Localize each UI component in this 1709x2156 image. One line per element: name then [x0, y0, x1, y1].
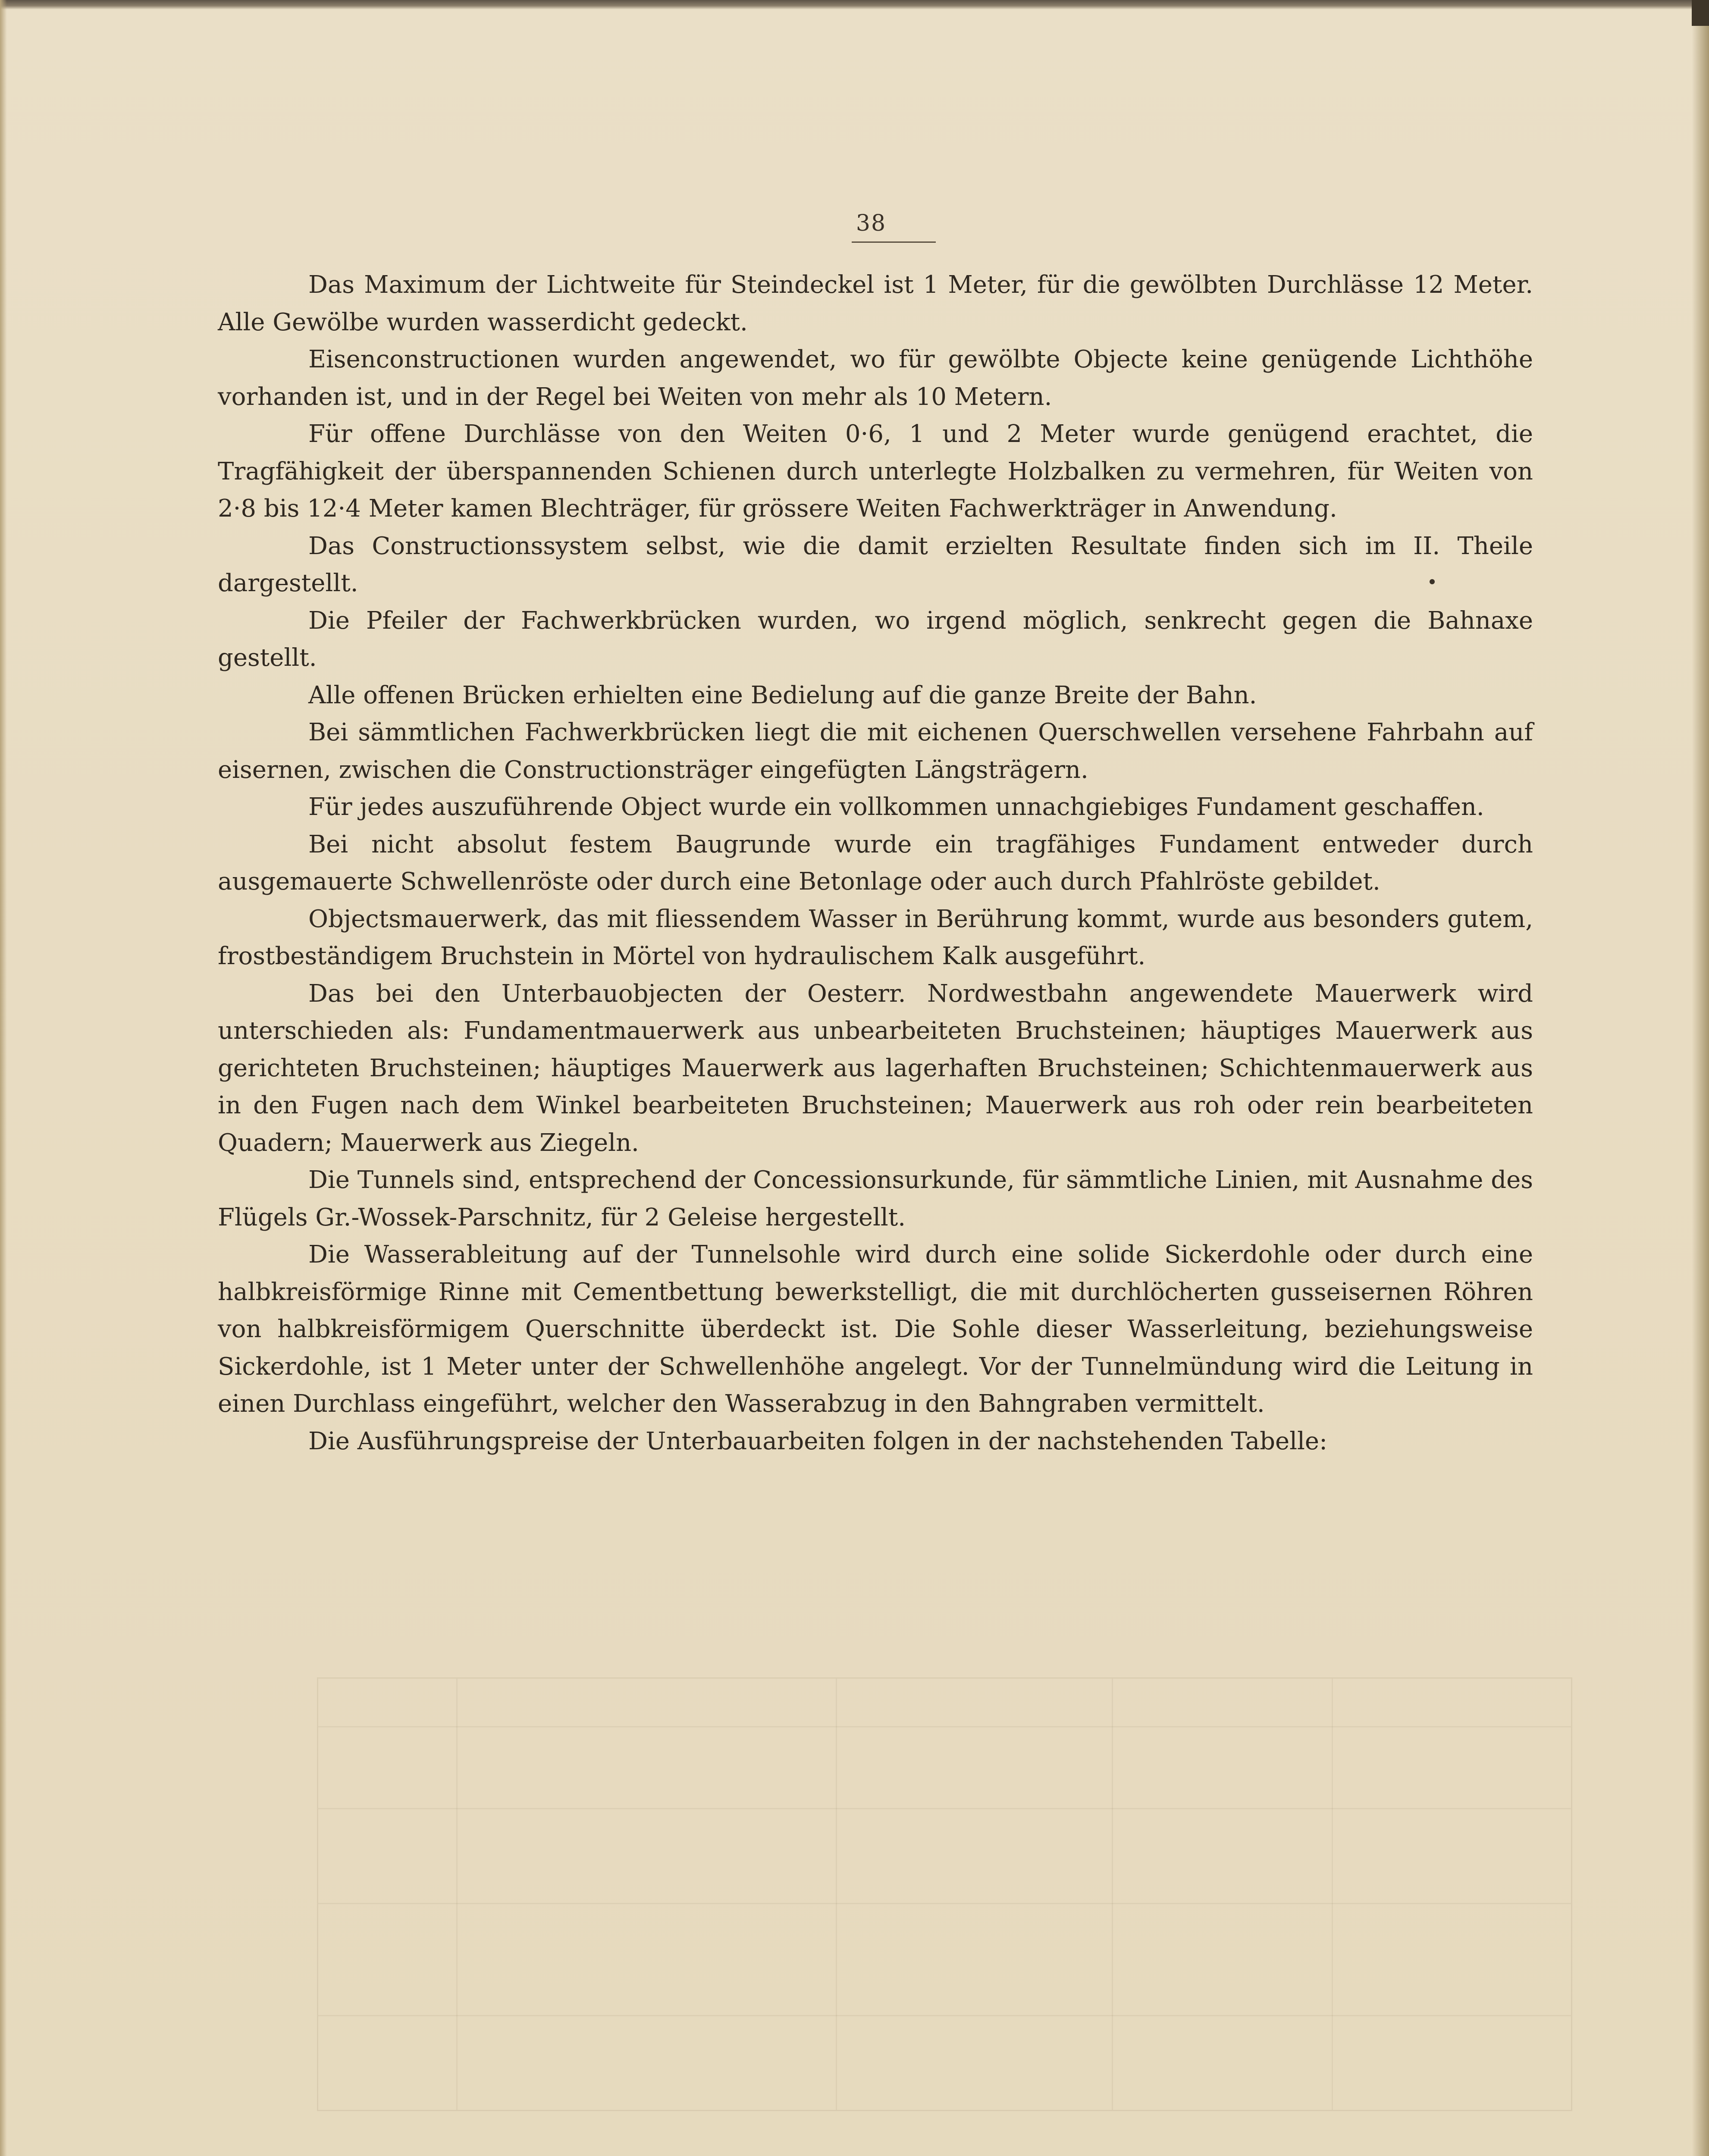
paragraph: Bei nicht absolut festem Baugrunde wurde ein tragfähiges Fundament entweder durch ausgemauerte Schwellenröste oder durch eine Betonlage oder auch durch Pfahlröste gebildet.: [218, 830, 1533, 896]
paragraph: Für jedes auszuführende Object wurde ein vollkommen unnachgiebiges Fundament geschaffen.: [308, 793, 1484, 821]
paragraph: Eisenconstructionen wurden angewendet, wo für gewölbte Objecte keine genügende Lichthöhe vorhanden ist, und in der Regel bei Weiten von mehr als 10 Metern.: [218, 345, 1533, 411]
binding-edge-top: [0, 0, 1709, 9]
paragraph: Die Pfeiler der Fachwerkbrücken wurden, wo irgend möglich, senkrecht gegen die Bahnaxe gestellt.: [218, 606, 1533, 672]
page-number: 38: [856, 210, 887, 236]
page-edge-right: [1692, 0, 1709, 2156]
paragraph: Bei sämmtlichen Fachwerkbrücken liegt die mit eichenen Querschwellen versehene Fahrbahn auf eisernen, zwischen die Constructionsträger eingefügten Längsträgern.: [218, 718, 1533, 784]
paragraph: Alle offenen Brücken erhielten eine Bedielung auf die ganze Breite der Bahn.: [308, 681, 1257, 709]
ink-speck: [1430, 579, 1435, 584]
bleed-through-table: [317, 1677, 1572, 2111]
paragraph: Das Constructionssystem selbst, wie die damit erzielten Resultate finden sich im II. Theile dargestellt.: [218, 532, 1533, 597]
paragraph: Objectsmauerwerk, das mit fliessendem Wasser in Berührung kommt, wurde aus besonders gutem, frostbeständigem Bruchstein in Mörtel von hydraulischem Kalk ausgeführt.: [218, 905, 1533, 970]
page-corner-dark: [1692, 0, 1709, 26]
body-text: [218, 266, 1533, 1460]
paragraph: Das bei den Unterbauobjecten der Oesterr. Nordwestbahn angewendete Mauerwerk wird unterschieden als: Fundamentmauerwerk aus unbearbeiteten Bruchsteinen; häuptiges Mauerwerk aus gerichteten Bruchsteinen; häuptiges Mauerwerk aus lagerhaften Bruchsteinen; Schichtenmauerwerk aus in den Fugen nach dem Winkel bearbeiteten Bruchsteinen; Mauerwerk aus roh oder rein bearbeiteten Quadern; Mauerwerk aus Ziegeln.: [218, 979, 1533, 1157]
paragraph: Für offene Durchlässe von den Weiten 0·6, 1 und 2 Meter wurde genügend erachtet, die Tragfähigkeit der überspannenden Schienen durch unterlegte Holzbalken zu vermehren, für Weiten von 2·8 bis 12·4 Meter kamen Blechträger, für grössere Weiten Fachwerkträger in Anwendung.: [218, 420, 1533, 523]
paragraph: Die Ausführungspreise der Unterbauarbeiten folgen in der nachstehenden Tabelle:: [308, 1427, 1327, 1455]
paragraph: Das Maximum der Lichtweite für Steindeckel ist 1 Meter, für die gewölbten Durchlässe 12 Meter. Alle Gewölbe wurden wasserdicht gedeckt.: [218, 271, 1533, 336]
paragraph: Die Tunnels sind, entsprechend der Concessionsurkunde, für sämmtliche Linien, mit Ausnahme des Flügels Gr.-Wossek-Parschnitz, für 2 Geleise hergestellt.: [218, 1166, 1533, 1232]
page-number-rule: [852, 241, 936, 243]
paragraph: Die Wasserableitung auf der Tunnelsohle wird durch eine solide Sickerdohle oder durch eine halbkreisförmige Rinne mit Cementbettung bewerkstelligt, die mit durchlöcherten gusseisernen Röhren von halbkreisförmigem Querschnitte überdeckt ist. Die Sohle dieser Wasserleitung, beziehungsweise Sickerdohle, ist 1 Meter unter der Schwellenhöhe angelegt. Vor der Tunnelmündung wird die Leitung in einen Durchlass eingeführt, welcher den Wasserabzug in den Bahngraben vermittelt.: [218, 1241, 1533, 1418]
page-edge-left: [0, 0, 7, 2156]
